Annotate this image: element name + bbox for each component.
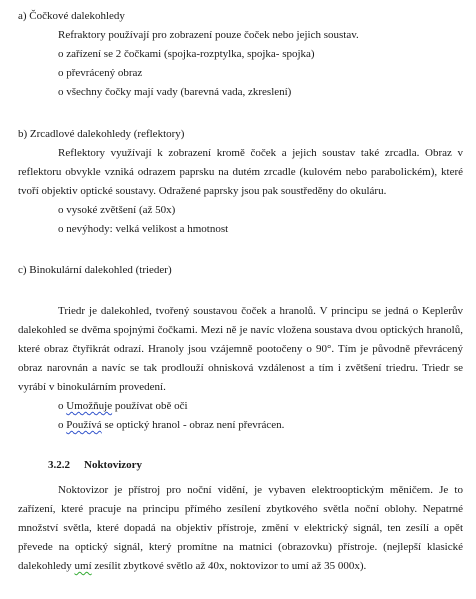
section-a-intro: Refraktory používají pro zobrazení pouze čoček nebo jejich soustav. <box>58 29 359 41</box>
spacer <box>18 435 464 456</box>
grammar-flag-word: umí <box>74 560 92 572</box>
bullet-text: se optický hranol - obraz není převrácen. <box>101 419 285 431</box>
section-b-bullet-2: o nevýhody: velká velikost a hmotnost <box>58 223 229 235</box>
section-b-paragraph: Reflektory využívají k zobrazení kromě čoček a jejich soustav také zrcadla. Obraz v reflektoru obvykle vzniká odrazem paprsku na dutém zrcadle (kulovém nebo parabolickém), které tvoří objektiv optické soustavy. Odražené paprsky jsou pak soustředěny do okuláru. <box>18 147 463 197</box>
paragraph-text-end: zesílit zbytkové světlo až 40x, noktovizor to umí až 35 000x). <box>91 560 367 572</box>
section-b-bullet-1: o vysoké zvětšení (až 50x) <box>58 204 176 216</box>
section-a-heading: a) Čočkové dalekohledy <box>18 10 125 22</box>
spacer <box>18 102 464 125</box>
section-a-bullet-1: o zařízení se 2 čočkami (spojka-rozptylka, spojka- spojka) <box>58 48 315 60</box>
spell-flag-word: Umožňuje <box>66 400 113 412</box>
spacer <box>18 239 464 261</box>
section-c-paragraph: Triedr je dalekohled, tvořený soustavou čoček a hranolů. V principu se jedná o Keplerův dalekohled se dvěma spojnými čočkami. Mezi ně je navíc vložena soustava dvou optických hranolů, které obraz čtyřikrát odrazí. Hranoly jsou vzájemně pootočeny o 90°. Tím je původně převrácený obraz narovnán a navíc se tak prodlouží ohnisková vzdálenost a tím i zvětšení triedru. Triedr se vyrábí v binokulárním provedení. <box>18 305 463 393</box>
bullet-marker: o <box>58 419 67 431</box>
section-title-text: Noktovizory <box>84 459 143 471</box>
section-number: 3.2.2 <box>48 459 70 471</box>
spacer <box>18 280 464 302</box>
bullet-marker: o <box>58 400 67 412</box>
spell-flag-word: Používá <box>66 419 102 431</box>
section-322-paragraph <box>18 481 463 576</box>
section-a-bullet-3: o všechny čočky mají vady (barevná vada, zkreslení) <box>58 86 292 98</box>
paragraph-text: Noktovizor je přístroj pro noční vidění, je vybaven elektrooptickým měničem. Je to zařízení, které pracuje na principu přímého zesílení zbytkového světla noční oblohy. Nepatrné množství světla, které dopadá na objektiv přístroje, změní v elektrický signál, ten zesílí a opět převede na optický signál, který promítne na matnici (obrazovku) přístroje. (nejlepší klasické dalekohledy <box>18 484 463 572</box>
section-c-heading: c) Binokulární dalekohled (trieder) <box>18 264 172 276</box>
section-c-bullet-2 <box>58 416 464 435</box>
section-322-title <box>48 456 464 475</box>
section-c-bullet-1 <box>58 397 464 416</box>
bullet-text: používat obě oči <box>112 400 188 412</box>
section-a-bullet-2: o převrácený obraz <box>58 67 143 79</box>
section-b-heading: b) Zrcadlové dalekohledy (reflektory) <box>18 128 185 140</box>
